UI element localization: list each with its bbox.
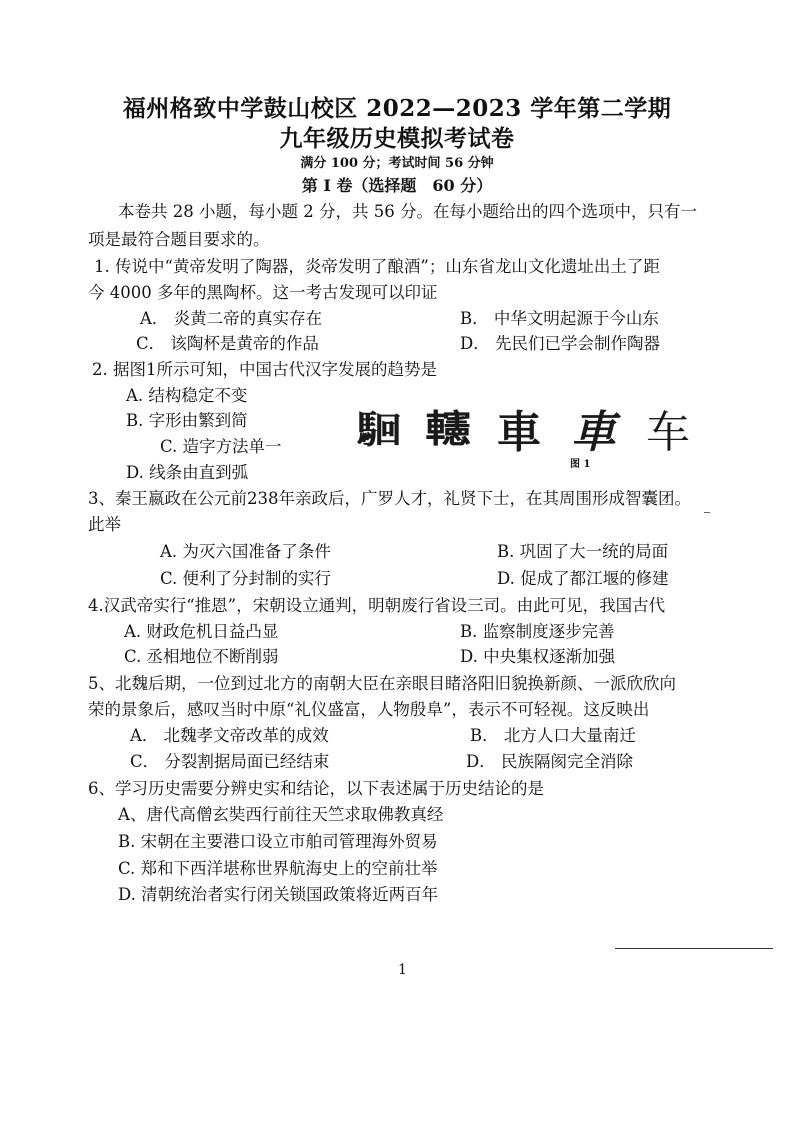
q3-stem-line1: 3、秦王嬴政在公元前238年亲政后，广罗人才，礼贤下士，在其周围形成智囊团。 [88,489,691,508]
q3-option-d[interactable]: D. 促成了都江堰的修建 [497,569,669,588]
q1-stem-line1: 1. 传说中“黄帝发明了陶器，炎帝发明了酿酒”；山东省龙山文化遗址出土了距 [94,257,660,276]
q4-option-b[interactable]: B. 监察制度逐步完善 [460,622,615,641]
q5-option-d[interactable]: D． 民族隔阂完全消除 [466,752,633,771]
q2-option-a[interactable]: A. 结构稳定不变 [126,386,248,405]
q3-option-c[interactable]: C. 便利了分封制的实行 [160,569,332,588]
q4-option-d[interactable]: D. 中央集权逐渐加强 [460,647,616,666]
footer-rule [615,948,773,950]
q5-option-a[interactable]: A． 北魏孝文帝改革的成效 [130,726,329,745]
instructions-line2: 项是最符合题目要求的。 [88,230,270,249]
q1-option-b[interactable]: B． 中华文明起源于今山东 [460,309,659,328]
q6-option-b[interactable]: B. 宋朝在主要港口设立市舶司管理海外贸易 [118,832,438,851]
q5-option-c[interactable]: C． 分裂割据局面已经结束 [130,752,330,771]
figure-1-character-evolution [356,388,690,468]
q4-option-c[interactable]: C. 丞相地位不断削弱 [124,647,279,666]
page-number: 1 [398,962,407,978]
figure-glyph-simplified: 车 [645,407,690,458]
exam-title-line1: 福州格致中学鼓山校区 2022—2023 学年第二学期 [122,95,672,122]
exam-info: 满分 100 分；考试时间 56 分钟 [300,156,494,171]
q3-option-a[interactable]: A. 为灭六国准备了条件 [160,542,331,561]
q2-option-b[interactable]: B. 字形由繁到简 [126,411,248,430]
q3-stem-line2: 此举 [88,515,121,534]
q5-stem-line1: 5、北魏后期，一位到过北方的南朝大臣在亲眼目睹洛阳旧貌换新颜、一派欣欣向 [88,674,676,693]
q5-option-b[interactable]: B． 北方人口大量南迁 [470,726,636,745]
q6-option-d[interactable]: D. 清朝统治者实行闭关锁国政策将近两百年 [118,885,439,904]
q4-stem: 4.汉武帝实行“推恩”，宋朝设立通判，明朝废行省设三司。由此可见，我国古代 [88,596,666,615]
q5-stem-line2: 荣的景象后，感叹当时中原“礼仪盛富，人物殷阜”，表示不可轻视。这反映出 [88,700,650,719]
q2-stem: 2. 据图1所示可知，中国古代汉字发展的趋势是 [92,360,437,379]
figure-glyph-bronze: 𨏥 [424,407,471,451]
scan-mark [704,512,710,513]
figure-1-caption: 图 1 [570,459,591,470]
q1-option-c[interactable]: C． 该陶杯是黄帝的作品 [136,334,319,353]
section-heading: 第 I 卷（选择题 60 分） [301,176,493,195]
q6-option-a[interactable]: A、唐代高僧玄奘西行前往天竺求取佛教真经 [118,805,444,824]
q1-option-d[interactable]: D． 先民们已学会制作陶器 [460,334,660,353]
instructions-line1: 本卷共 28 小题，每小题 2 分，共 56 分。在每小题给出的四个选项中，只有一 [118,202,697,221]
q1-stem-line2: 今 4000 多年的黑陶杯。这一考古发现可以印证 [88,283,438,302]
q6-option-c[interactable]: C. 郑和下西洋堪称世界航海史上的空前壮举 [118,859,438,878]
q2-option-d[interactable]: D. 线条由直到弧 [126,463,249,482]
q6-stem: 6、学习历史需要分辨史实和结论，以下表述属于历史结论的是 [88,779,544,798]
figure-glyph-seal: 車 [497,407,541,458]
q2-option-c[interactable]: C. 造字方法单一 [160,437,282,456]
figure-glyph-clerical: 車 [571,407,616,458]
figure-glyph-oracle: 𩢱 [356,407,402,452]
q1-option-a[interactable]: A． 炎黄二帝的真实存在 [140,309,323,328]
q3-option-b[interactable]: B. 巩固了大一统的局面 [497,542,669,561]
exam-title-line2: 九年级历史模拟考试卷 [279,125,515,152]
q4-option-a[interactable]: A. 财政危机日益凸显 [124,622,279,641]
